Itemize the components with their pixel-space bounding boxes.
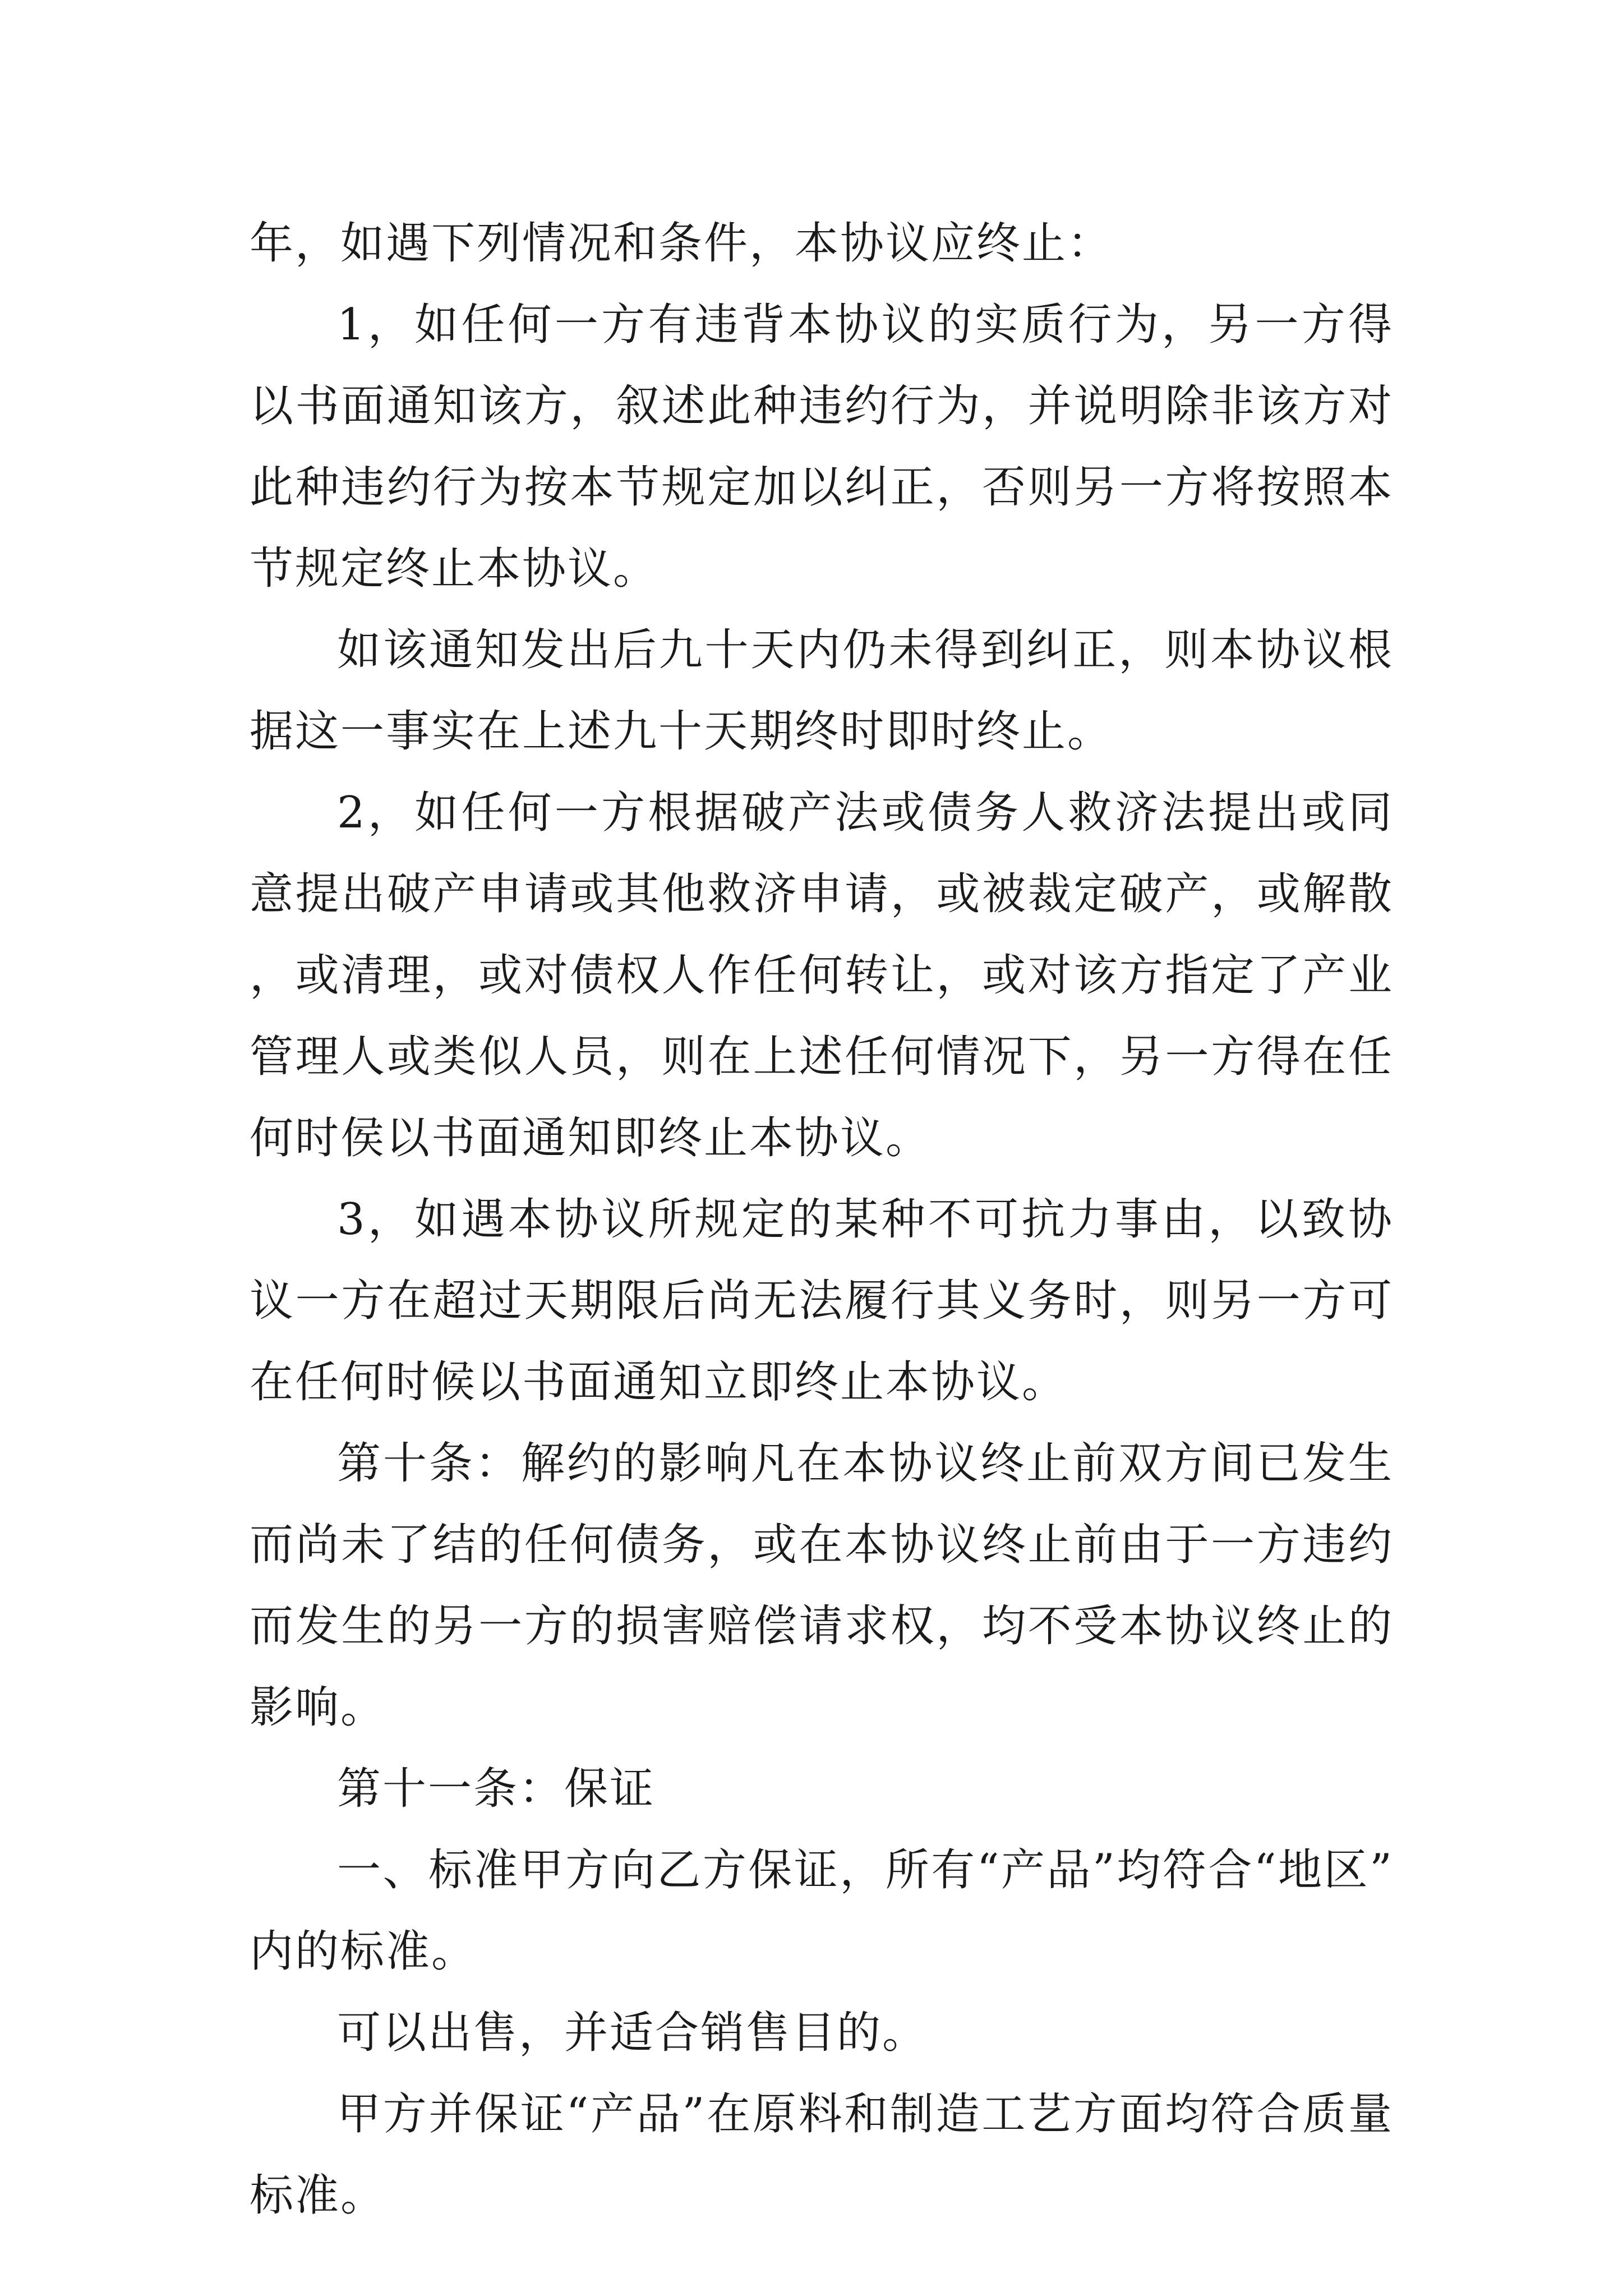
- paragraph-clause-2-bankruptcy: 2，如任何一方根据破产法或债务人救济法提出或同意提出破产申请或其他救济申请，或被裁定破产，或解散，或清理，或对债权人作任何转让，或对该方指定了产业管理人或类似人员，则在上述任何情况下，另一方得在任何时侯以书面通知即终止本协议。: [250, 788, 1394, 1163]
- paragraph-merchantability: 可以出售，并适合销售目的。: [337, 2008, 928, 2058]
- paragraph-quality-warranty: 甲方并保证“产品”在原料和制造工艺方面均符合质量标准。: [250, 2089, 1394, 2221]
- paragraph-article-11-heading: 第十一条：保证: [337, 1764, 656, 1814]
- paragraph-article-10-effect-of-termination: 第十条：解约的影响凡在本协议终止前双方间已发生而尚未了结的任何债务，或在本协议终止前由于一方违约而发生的另一方的损害赔偿请求权，均不受本协议终止的影响。: [250, 1438, 1394, 1733]
- paragraph-ninety-day-notice: 如该通知发出后九十天内仍未得到纠正，则本协议根据这一事实在上述九十天期终时即时终止。: [250, 625, 1394, 757]
- paragraph-clause-1-breach: 1，如任何一方有违背本协议的实质行为，另一方得以书面通知该方，叙述此种违约行为，并说明除非该方对此种违约行为按本节规定加以纠正，否则另一方将按照本节规定终止本协议。: [250, 300, 1394, 594]
- document-body: [250, 203, 1394, 2237]
- paragraph-clause-3-force-majeure: 3，如遇本协议所规定的某种不可抗力事由，以致协议一方在超过天期限后尚无法履行其义务时，则另一方可在任何时候以书面通知立即终止本协议。: [250, 1194, 1394, 1407]
- paragraph-warranty-standards: 一、标准甲方向乙方保证，所有“产品”均符合“地区”内的标准。: [250, 1845, 1394, 1977]
- paragraph-termination-intro: 年，如遇下列情况和条件，本协议应终止：: [250, 218, 1113, 269]
